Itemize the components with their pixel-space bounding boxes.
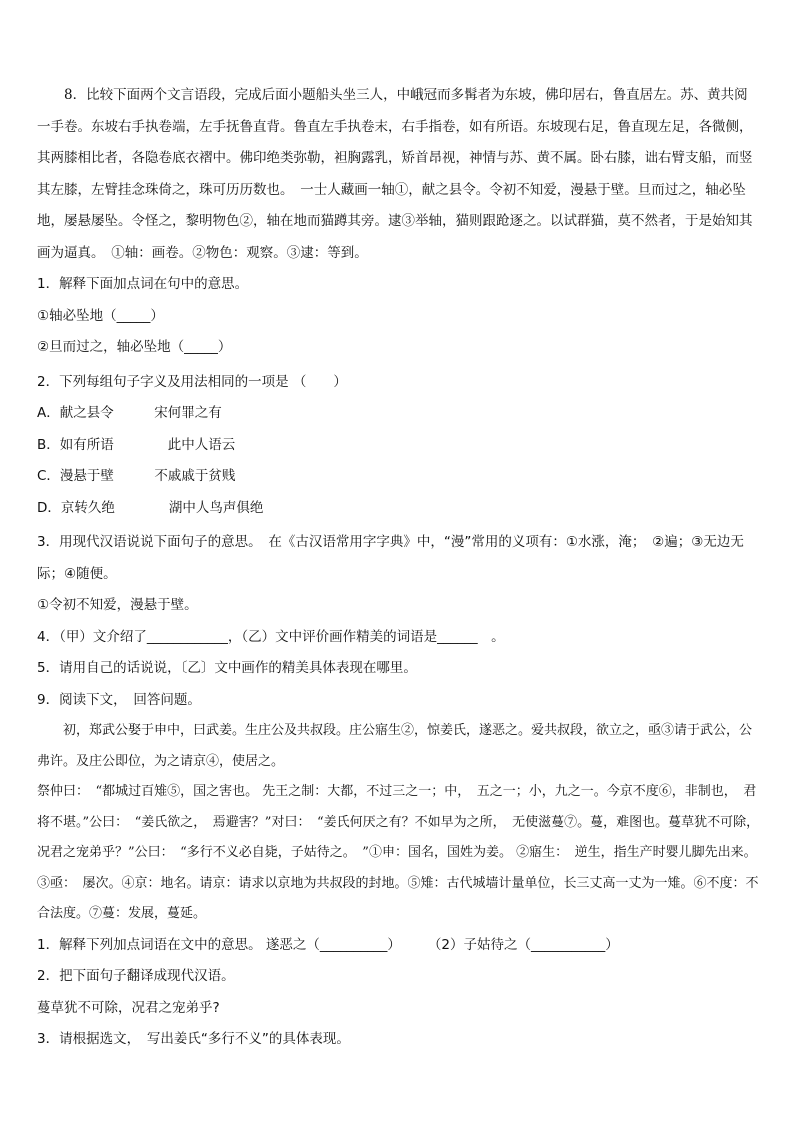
q8-sub2-option-a: A．献之县令 宋何罪之有 (37, 405, 222, 421)
q8-sub1-title: 1．解释下面加点词在句中的意思。 (37, 276, 249, 292)
worksheet-page (37, 80, 761, 1056)
q8-sub4: 4．（甲）文介绍了____________，（乙）文中评价画作精美的词语是______ 。 (37, 628, 505, 645)
q9-title: 9．阅读下文， 回答问题。 (37, 691, 201, 708)
q9-sub2-sentence: 蔓草犹不可除，况君之宠弟乎? (37, 999, 220, 1016)
q8-sub3-title: 3．用现代汉语说说下面句子的意思。 在《古汉语常用字字典》中，“漫”常用的义项有：①水涨，淹； ②遍；③无边无际；④随便。 (37, 534, 744, 582)
q9-passage-2: 祭仲曰： “都城过百雉⑤，国之害也。 先王之制：大都，不过三之一；中， 五之一；小，九之一。今京不度⑥，非制也， 君将不堪。”公曰： “姜氏欲之， 焉避害？”对曰： “姜氏何厌之有？不如早为之所， 无使滋蔓⑦。蔓，难图也。蔓草犹不可除，况君之宠弟乎？”公曰： “多行不义必自毙，子姑待之。 ”①申：国名，国姓为姜。 ②寤生： 逆生，指生产时婴儿脚先出来。③亟： 屡次。④京：地名。请京：请求以京地为共叔段的封地。⑤雉：古代城墙计量单位，长三丈高一丈为一雉。⑥不度：不合法度。⑦蔓：发展，蔓延。 (37, 784, 760, 921)
q8-sub2-option-d: D．京转久绝 湖中人鸟声俱绝 (37, 499, 264, 516)
q8-sub1-item-b: ②旦而过之，轴必坠地（_____） (37, 339, 232, 355)
q8-sub3-item-a: ①令初不知爱，漫悬于壁。 (37, 597, 198, 613)
q9-sub1: 1．解释下列加点词语在文中的意思。 遂恶之（__________） （2）子姑待之（___________） (37, 936, 619, 953)
q8-sub2-title: 2．下列每组句子字义及用法相同的一项是 （ ） (37, 373, 347, 390)
q8-sub2-option-c: C．漫悬于壁 不戚戚于贫贱 (37, 468, 236, 484)
q8-passage: 8．比较下面两个文言语段，完成后面小题船头坐三人，中峨冠而多髯者为东坡，佛印居右，鲁直居左。苏、黄共阅一手卷。东坡右手执卷端，左手抚鲁直背。鲁直左手执卷末，右手指卷，如有所语。东坡现右足，鲁直现左足，各微侧，其两膝相比者，各隐卷底衣褶中。佛印绝类弥勒，袒胸露乳，矫首昂视，神情与苏、黄不属。卧右膝，诎右臂支船，而竖其左膝，左臂挂念珠倚之，珠可历历数也。 一士人藏画一轴①，献之县令。令初不知爱，漫悬于壁。旦而过之，轴必坠地，屡悬屡坠。令怪之，黎明物色②，轴在地而猫蹲其旁。逮③举轴，猫则跟跄逐之。以试群猫，莫不然者，于是始知其画为逼真。 ①轴：画卷。②物色：观察。③逮：等到。 (37, 87, 753, 261)
q8-sub1-item-a: ①轴必坠地（_____） (37, 307, 164, 324)
q8-sub2-option-b: B．如有所语 此中人语云 (37, 436, 236, 453)
q9-passage-1: 初，郑武公娶于申中，曰武姜。生庄公及共叔段。庄公寤生②，惊姜氏，遂恶之。爱共叔段，欲立之，亟③请于武公，公弗许。及庄公即位，为之请京④，使居之。 (37, 723, 753, 769)
q8-sub5: 5．请用自己的话说说，〔乙〕文中画作的精美具体表现在哪里。 (37, 660, 417, 676)
q9-sub3: 3．请根据选文， 写出姜氏“多行不义”的具体表现。 (37, 1031, 350, 1047)
q9-sub2-title: 2．把下面句子翻译成现代汉语。 (37, 968, 235, 984)
